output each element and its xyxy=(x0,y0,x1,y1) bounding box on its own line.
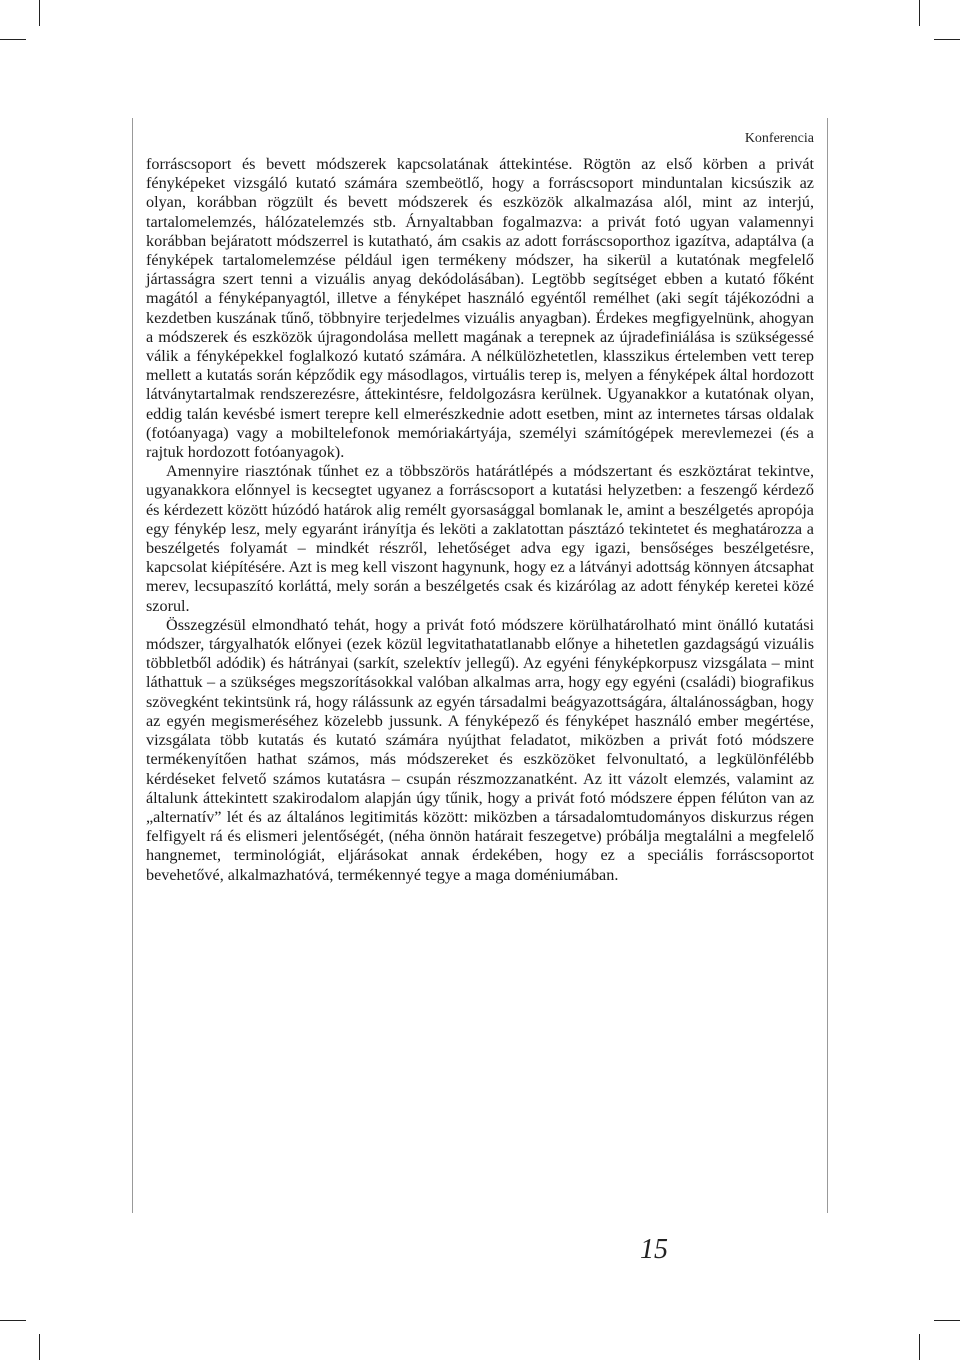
paragraph: forráscsoport és bevett módszerek kapcsolatának áttekintése. Rögtön az első körben a privát fényképeket vizsgáló kutató számára szembeötlő, hogy a forráscsoport minduntalan kicsúszik az olyan, korábban rögzült és bevett módszerek és eszközök alkalmazása alól, mint az interjú, tartalomelemzés, hálózatelemzés stb. Árnyaltabban fogalmazva: a privát fotó ugyan valamennyi korábban bejáratott módszerrel is kutatható, ám csakis az adott forráscsoporthoz igazítva, adaptálva (a fényképek tartalomelemzése például igen termékeny módszer, ha sikerül a kutatónak megfelelő jártasságra szert tenni a vizuális anyag dekódolásában). Legtöbb segítséget ebben a kutató főként magától a fényképanyagtól, illetve a fényképet használó egyéntől remélhet (aki segít tájékozódni a kezdetben kuszának tűnő, többnyire terjedelmes vizuális anyagban). Érdekes megfigyelnünk, ahogyan a módszerek és eszközök újragondolása mellett magának a terepnek az újradefiniálása is szükségessé válik a fényképekkel foglalkozó kutató számára. A nélkülözhetetlen, klasszikus értelemben vett terep mellett a kutatás során képződik egy másodlagos, virtuális terep is, melyen a fényképek által hordozott látványtartalmak rendszerezésre, áttekintésre, feldolgozásra kerülnek. Ugyanakkor a kutatónak olyan, eddig talán kevésbé ismert terepre kell elmerészkednie adott esetben, mint az internetes társas oldalak (fotóanyaga) vagy a mobiltelefonok memóriakártyája, személyi számítógépek merevlemezei (és a rajtuk hordozott fotóanyagok). xyxy=(146,155,814,462)
body-text xyxy=(146,155,814,885)
page-number: 15 xyxy=(640,1234,668,1265)
running-header: Konferencia xyxy=(744,131,814,146)
crop-mark-top-left-horizontal xyxy=(0,39,26,40)
crop-mark-bottom-right-horizontal xyxy=(934,1320,960,1321)
gutter-line-left xyxy=(132,118,133,1213)
crop-mark-top-right xyxy=(919,0,920,26)
crop-mark-bottom-left-horizontal xyxy=(0,1320,26,1321)
crop-mark-bottom-right xyxy=(919,1334,920,1360)
paragraph: Összegzésül elmondható tehát, hogy a privát fotó módszere körülhatárolható mint önálló kutatási módszer, tárgyalhatók előnyei (ezek közül legvitathatatlanabb előnye a hihetetlen gazdagságú vizuális többletből adódik) és hátrányai (sarkít, szelektív jellegű). Az egyéni fényképkorpusz vizsgálata – mint láthattuk – a szükséges megszorításokkal valóban alkalmas arra, hogy egy egyéni (családi) biografikus szövegként tekintsünk rá, hogy rálássunk az egyén társadalmi beágyazottságára, általánosságban, hogy az egyén megismeréséhez közelebb jussunk. A fényképező és fényképet használó ember megértése, vizsgálata több kutatás és kutató számára nyújthat feladatot, miközben a privát fotó módszere termékenyítően hathat számos, más módszereket és eszközöket felvonultató, a legkülönfélébb kérdéseket felvető számos kutatásra – csupán részmozzanatként. Az itt vázolt elemzés, valamint az általunk áttekintett szakirodalom alapján úgy tűnik, hogy a privát fotó módszere éppen félúton van az „alternatív” lét és az általános legitimitás között: miközben a társadalomtudományos diskurzus régen felfigyelt rá és elismeri jelentőségét, (néha önnön határait feszegetve) próbálja megtalálni a megfelelő hangnemet, terminológiát, eljárásokat annak érdekében, hogy ez a speciális forráscsoportot bevehetővé, alkalmazhatóvá, termékennyé tegye a maga doméniumában. xyxy=(146,615,814,884)
gutter-line-right xyxy=(827,118,828,1213)
crop-mark-top-right-horizontal xyxy=(934,39,960,40)
crop-mark-top-left xyxy=(39,0,40,26)
paragraph: Amennyire riasztónak tűnhet ez a többszörös határátlépés a módszertant és eszköztárat tekintve, ugyanakkora előnnyel is kecsegtet ugyanez a forráscsoport a kutatási helyzetben: a feszengő kérdező és kérdezett között húzódó határok alig remélt gyorsasággal bomlanak le, amint a beszélgetés apropója egy fénykép lesz, mely egyaránt irányítja és leköti a zaklatottan pásztázó tekintetet és meghatározza a beszélgetés folyamát – mindkét részről, lehetőséget adva egy igazi, bensőséges beszélgetésre, kapcsolat kiépítésére. Azt is meg kell viszont hagynunk, hogy ez a látványi adottság könnyen átcsaphat merev, lecsupaszító korláttá, mely során a beszélgetés csak és kizárólag az adott fénykép keretei közé szorul. xyxy=(146,462,814,615)
crop-mark-bottom-left xyxy=(39,1334,40,1360)
